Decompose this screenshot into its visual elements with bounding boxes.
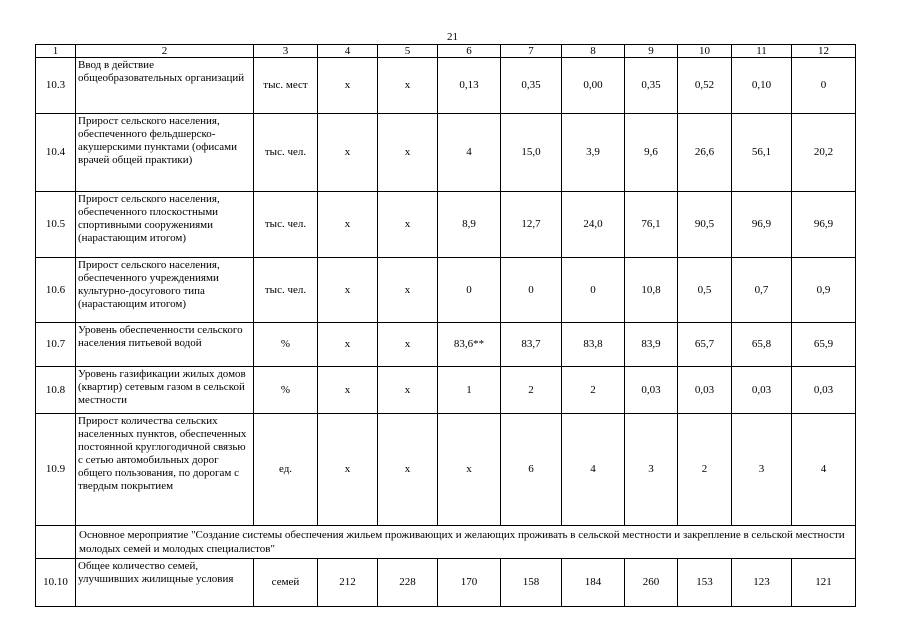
value-cell: 65,9 [792, 323, 856, 367]
value-cell: х [378, 414, 438, 526]
value-cell: 153 [678, 559, 732, 607]
indicator-name: Ввод в действие общеобразовательных организаций [76, 58, 254, 114]
value-cell: 4 [438, 114, 501, 192]
value-cell: 4 [792, 414, 856, 526]
value-cell: 3 [732, 414, 792, 526]
value-cell: 8,9 [438, 192, 501, 258]
table-row [36, 58, 856, 114]
value-cell: х [318, 258, 378, 323]
unit-cell: % [254, 323, 318, 367]
value-cell: 83,7 [501, 323, 562, 367]
row-number: 10.3 [36, 58, 76, 114]
row-number: 10.4 [36, 114, 76, 192]
value-cell: 12,7 [501, 192, 562, 258]
value-cell: х [378, 258, 438, 323]
unit-cell: тыс. чел. [254, 114, 318, 192]
page-number: 21 [447, 31, 458, 43]
value-cell: 170 [438, 559, 501, 607]
value-cell: 65,8 [732, 323, 792, 367]
value-cell: 6 [501, 414, 562, 526]
value-cell: 212 [318, 559, 378, 607]
header-cell: 10 [678, 45, 732, 58]
indicator-name: Прирост сельского населения, обеспеченного учреждениями культурно-досугового типа (нарастающим итогом) [76, 258, 254, 323]
value-cell: 90,5 [678, 192, 732, 258]
value-cell: 0,00 [562, 58, 625, 114]
header-cell: 9 [625, 45, 678, 58]
value-cell: 184 [562, 559, 625, 607]
value-cell: х [378, 192, 438, 258]
value-cell: 0,7 [732, 258, 792, 323]
value-cell: 76,1 [625, 192, 678, 258]
indicator-name: Прирост сельского населения, обеспеченного фельдшерско-акушерскими пунктами (офисами врачей общей практики) [76, 114, 254, 192]
header-cell: 3 [254, 45, 318, 58]
header-row [36, 45, 856, 58]
value-cell: 0 [501, 258, 562, 323]
value-cell: 0,03 [625, 367, 678, 414]
unit-cell: ед. [254, 414, 318, 526]
value-cell: 0,35 [625, 58, 678, 114]
header-cell: 6 [438, 45, 501, 58]
value-cell: 0,52 [678, 58, 732, 114]
value-cell: 10,8 [625, 258, 678, 323]
value-cell: 1 [438, 367, 501, 414]
header-cell: 1 [36, 45, 76, 58]
value-cell: 0 [438, 258, 501, 323]
value-cell: х [378, 367, 438, 414]
value-cell: 158 [501, 559, 562, 607]
value-cell: х [378, 114, 438, 192]
table-row [36, 114, 856, 192]
row-number: 10.5 [36, 192, 76, 258]
row-number: 10.9 [36, 414, 76, 526]
unit-cell: тыс. чел. [254, 258, 318, 323]
value-cell: х [318, 414, 378, 526]
value-cell: 0,9 [792, 258, 856, 323]
value-cell: 96,9 [792, 192, 856, 258]
value-cell: 96,9 [732, 192, 792, 258]
value-cell: 123 [732, 559, 792, 607]
value-cell: 0 [562, 258, 625, 323]
value-cell: 121 [792, 559, 856, 607]
value-cell: 65,7 [678, 323, 732, 367]
row-number: 10.10 [36, 559, 76, 607]
value-cell: 24,0 [562, 192, 625, 258]
value-cell: 4 [562, 414, 625, 526]
indicator-name: Уровень обеспеченности сельского населения питьевой водой [76, 323, 254, 367]
row-number: 10.6 [36, 258, 76, 323]
table-row [36, 323, 856, 367]
row-number: 10.8 [36, 367, 76, 414]
indicator-name: Прирост сельского населения, обеспеченного плоскостными спортивными сооружениями (нарастающим итогом) [76, 192, 254, 258]
unit-cell: семей [254, 559, 318, 607]
value-cell: х [378, 58, 438, 114]
value-cell: 0 [792, 58, 856, 114]
section-number-cell [36, 526, 76, 559]
indicator-name: Общее количество семей, улучшивших жилищные условия [76, 559, 254, 607]
value-cell: 56,1 [732, 114, 792, 192]
value-cell: 0,35 [501, 58, 562, 114]
value-cell: 260 [625, 559, 678, 607]
row-number: 10.7 [36, 323, 76, 367]
value-cell: 83,9 [625, 323, 678, 367]
section-row [36, 526, 856, 559]
table-row [36, 414, 856, 526]
value-cell: х [318, 192, 378, 258]
header-cell: 11 [732, 45, 792, 58]
value-cell: 20,2 [792, 114, 856, 192]
header-cell: 4 [318, 45, 378, 58]
value-cell: 2 [562, 367, 625, 414]
value-cell: 0,5 [678, 258, 732, 323]
value-cell: х [318, 114, 378, 192]
table-row [36, 559, 856, 607]
value-cell: 3 [625, 414, 678, 526]
value-cell: 0,03 [792, 367, 856, 414]
value-cell: 26,6 [678, 114, 732, 192]
header-cell: 5 [378, 45, 438, 58]
header-cell: 7 [501, 45, 562, 58]
table-row [36, 192, 856, 258]
header-cell: 8 [562, 45, 625, 58]
unit-cell: тыс. чел. [254, 192, 318, 258]
unit-cell: тыс. мест [254, 58, 318, 114]
value-cell: х [438, 414, 501, 526]
indicator-name: Прирост количества сельских населенных пунктов, обеспеченных постоянной круглогодичной связью с сетью автомобильных дорог общего пользования, по дорогам с твердым покрытием [76, 414, 254, 526]
value-cell: 15,0 [501, 114, 562, 192]
value-cell: 2 [501, 367, 562, 414]
value-cell: х [318, 367, 378, 414]
table-row [36, 367, 856, 414]
value-cell: 3,9 [562, 114, 625, 192]
value-cell: 83,6** [438, 323, 501, 367]
header-cell: 12 [792, 45, 856, 58]
indicators-table [35, 44, 856, 607]
value-cell: 0,03 [678, 367, 732, 414]
value-cell: х [378, 323, 438, 367]
header-cell: 2 [76, 45, 254, 58]
value-cell: х [318, 58, 378, 114]
value-cell: 0,03 [732, 367, 792, 414]
value-cell: 0,13 [438, 58, 501, 114]
value-cell: 9,6 [625, 114, 678, 192]
value-cell: 83,8 [562, 323, 625, 367]
section-title: Основное мероприятие "Создание системы обеспечения жильем проживающих и желающих проживать в сельской местности и закрепление в сельской местности молодых семей и молодых специалистов" [76, 526, 856, 559]
value-cell: 2 [678, 414, 732, 526]
value-cell: 0,10 [732, 58, 792, 114]
value-cell: 228 [378, 559, 438, 607]
value-cell: х [318, 323, 378, 367]
unit-cell: % [254, 367, 318, 414]
indicator-name: Уровень газификации жилых домов (квартир) сетевым газом в сельской местности [76, 367, 254, 414]
table-row [36, 258, 856, 323]
